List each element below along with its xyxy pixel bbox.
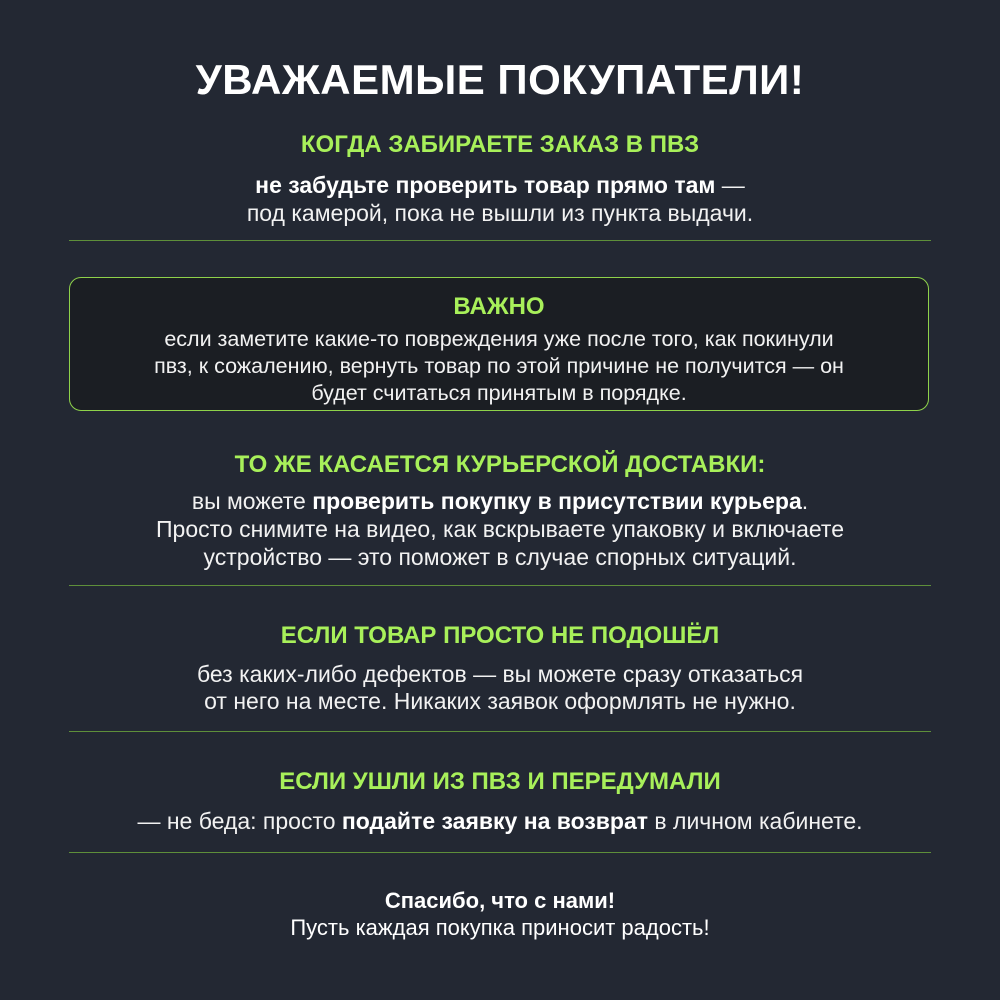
courier-text-post: .	[801, 488, 809, 514]
not-fit-text-line-1: без каких-либо дефектов — вы можете сразу отказаться	[196, 661, 804, 687]
courier-text-line-2: Просто снимите на видео, как вскрываете упаковку и включаете	[156, 516, 844, 542]
courier-text-line-3: устройство — это поможет в случае спорных ситуаций.	[203, 544, 797, 570]
courier-heading: ТО ЖЕ КАСАЕТСЯ КУРЬЕРСКОЙ ДОСТАВКИ:	[234, 451, 766, 478]
pickup-text-line-1	[0, 170, 1000, 200]
pickup-heading: КОГДА ЗАБИРАЕТЕ ЗАКАЗ В ПВЗ	[300, 131, 700, 158]
changed-mind-text-post: в личном кабинете.	[648, 808, 863, 834]
important-text	[70, 326, 928, 407]
not-fit-text-line-2: от него на месте. Никаких заявок оформлять не нужно.	[204, 688, 796, 714]
important-text-line-1: если заметите какие-то повреждения уже после того, как покинули	[164, 327, 834, 351]
changed-mind-text-pre: — не беда: просто	[137, 808, 342, 834]
footer-thanks	[0, 886, 1000, 916]
divider	[69, 240, 931, 241]
changed-mind-heading: ЕСЛИ УШЛИ ИЗ ПВЗ И ПЕРЕДУМАЛИ	[279, 768, 721, 795]
important-card	[69, 277, 929, 411]
footer-thanks-text: Спасибо, что с нами!	[384, 888, 616, 913]
pickup-text-line-2: под камерой, пока не вышли из пункта выдачи.	[246, 200, 754, 226]
not-fit-heading: ЕСЛИ ТОВАР ПРОСТО НЕ ПОДОШЁЛ	[280, 622, 720, 649]
courier-text-pre: вы можете	[191, 488, 313, 514]
footer-wish: Пусть каждая покупка приносит радость!	[290, 915, 710, 940]
important-heading: ВАЖНО	[453, 293, 545, 320]
changed-mind-text	[0, 806, 1000, 836]
important-text-line-3: будет считаться принятым в порядке.	[311, 381, 687, 405]
courier-text-bold: проверить покупку в присутствии курьера	[312, 488, 802, 514]
divider	[69, 852, 931, 853]
pickup-text-bold: не забудьте проверить товар прямо там	[255, 172, 716, 198]
divider	[69, 585, 931, 586]
important-text-line-2: пвз, к сожалению, вернуть товар по этой причине не получится — он	[154, 354, 844, 378]
changed-mind-text-bold: подайте заявку на возврат	[341, 808, 649, 834]
pickup-text-dash: —	[715, 172, 745, 198]
page-title: УВАЖАЕМЫЕ ПОКУПАТЕЛИ!	[195, 56, 805, 103]
divider	[69, 731, 931, 732]
courier-text-line-1	[0, 486, 1000, 516]
